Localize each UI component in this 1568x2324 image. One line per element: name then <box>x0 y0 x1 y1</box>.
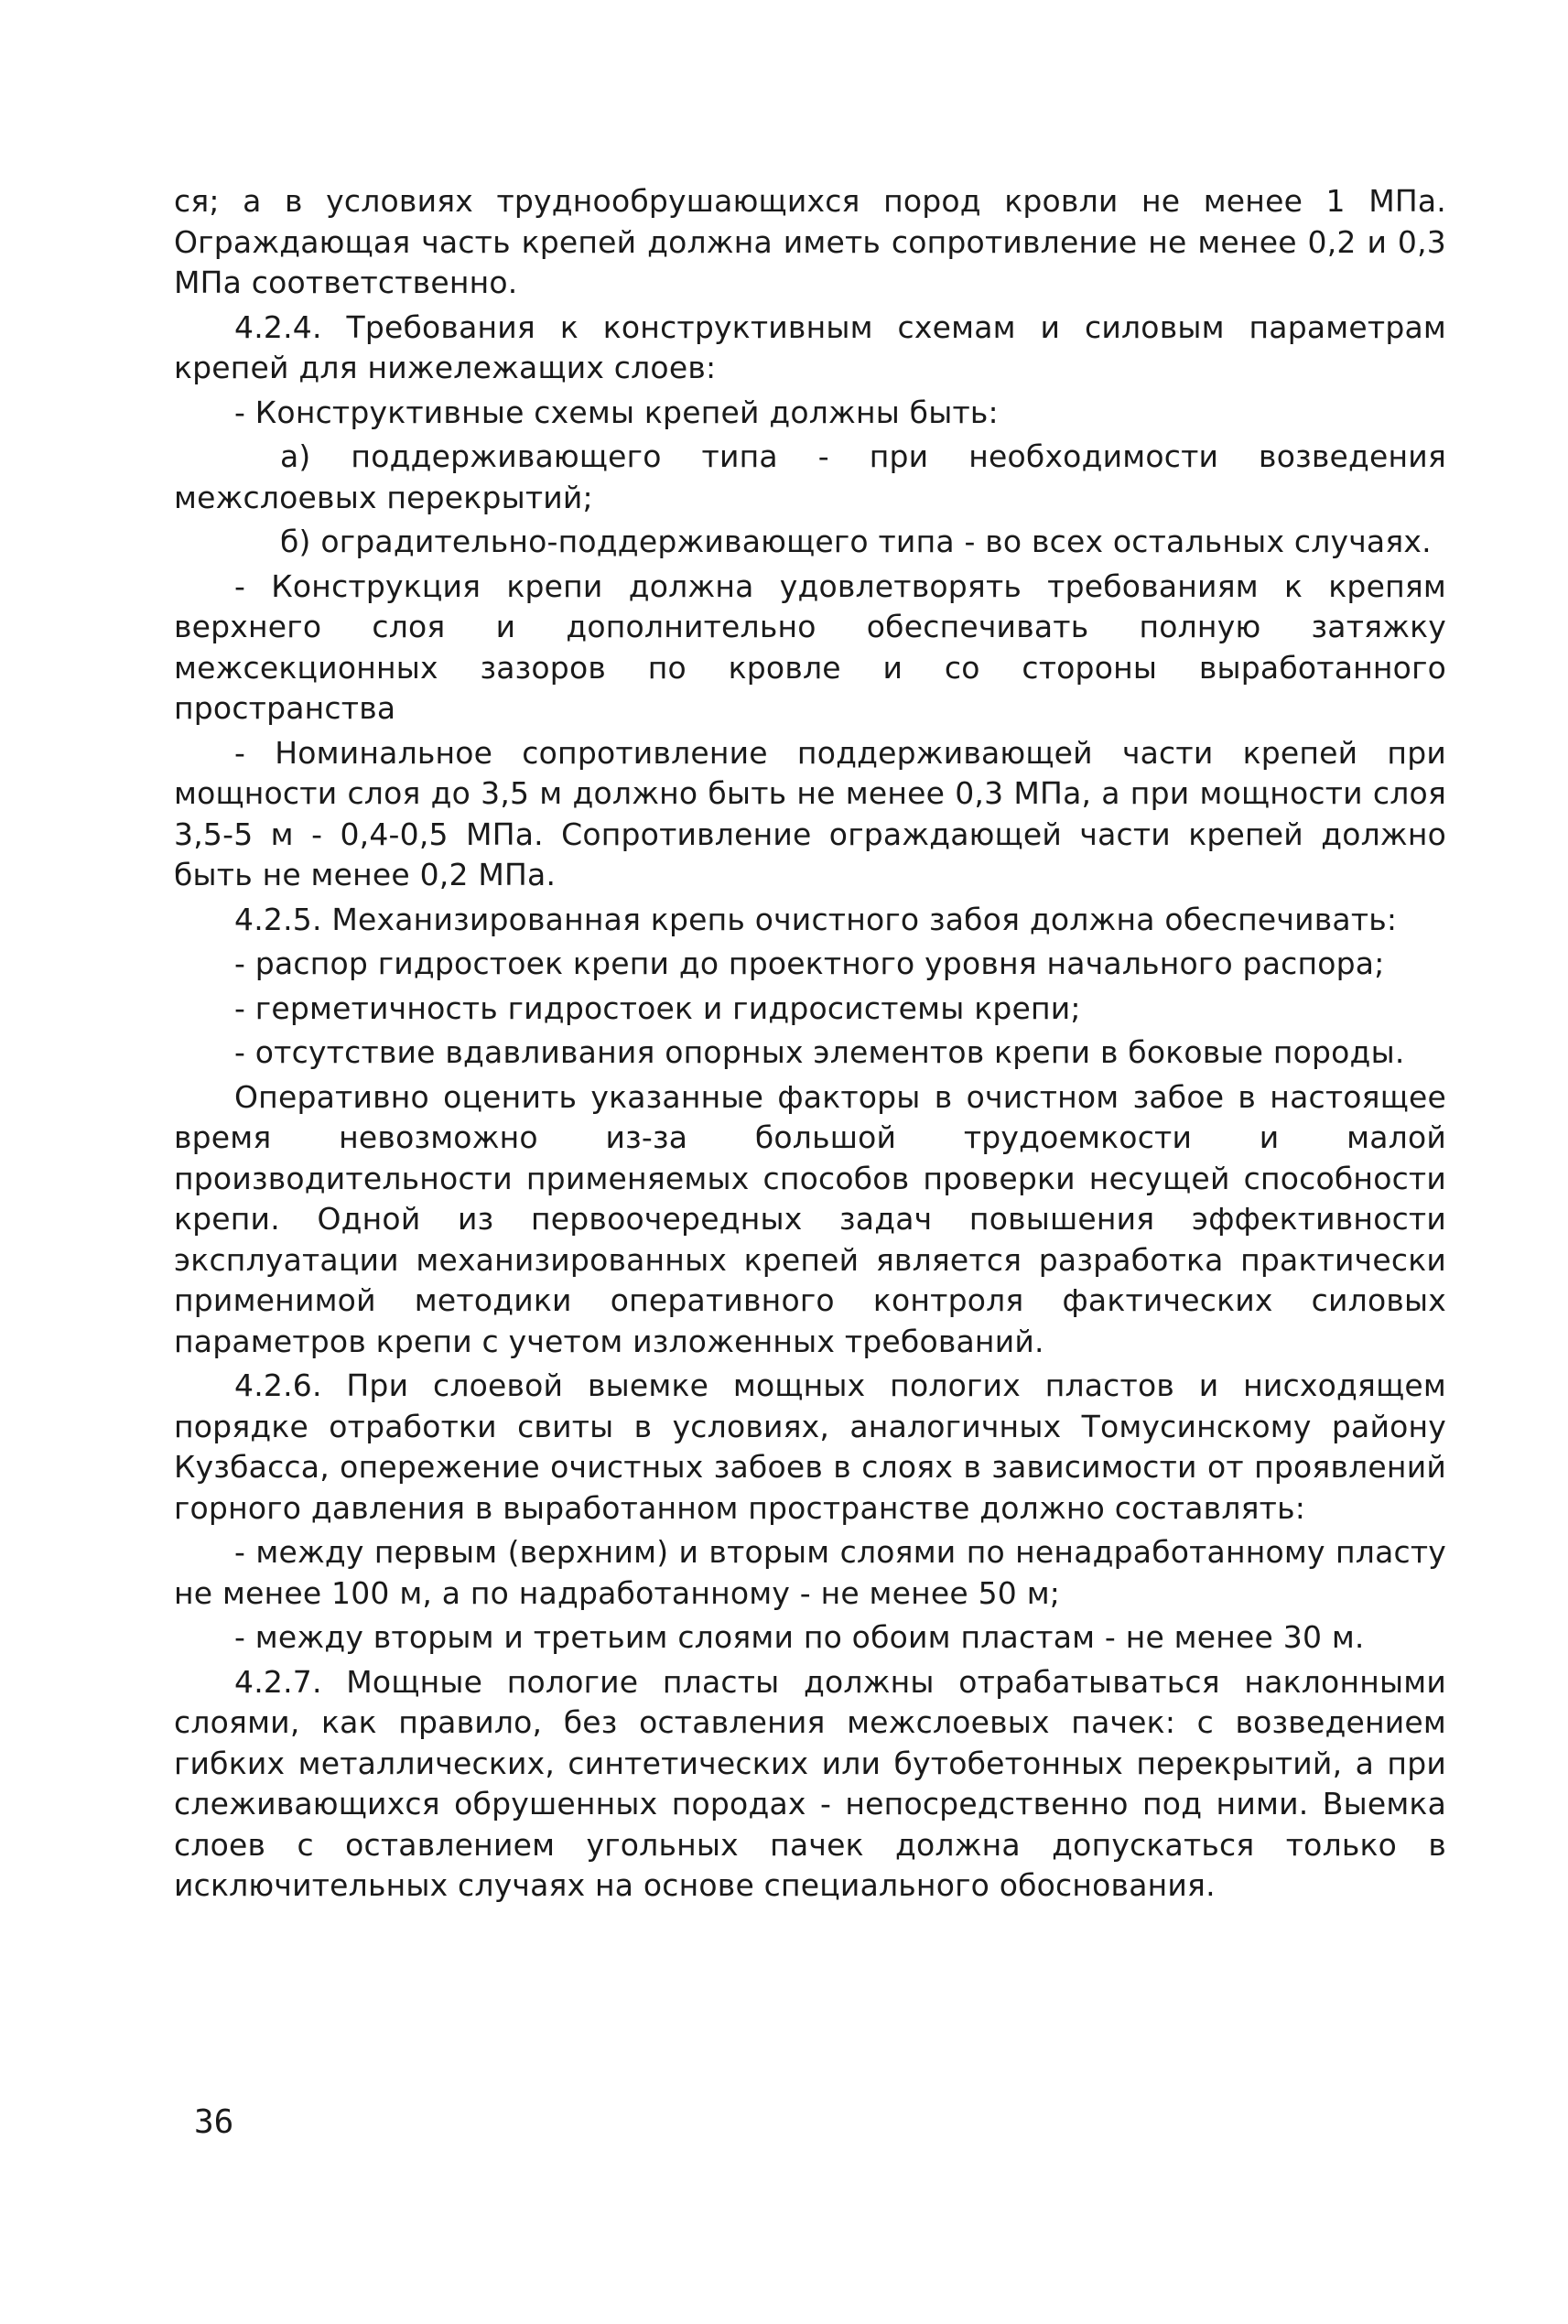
document-body <box>174 181 1446 1910</box>
paragraph-operativno: Оперативно оценить указанные факторы в очистном забое в настоящее время невозможно из-за большой трудоемкости и малой производительности применяемых способов проверки несущей способности крепи. Одной из первоочередных задач повышения эффективности эксплуатации механизированных крепей является разработка практически применимой методики оперативного контроля фактических силовых параметров крепи с учетом изложенных требований. <box>174 1078 1446 1359</box>
list-item-schemes: - Конструктивные схемы крепей должны быть: <box>234 394 999 430</box>
list-item-germetichnost: - герметичность гидростоек и гидросистемы крепи; <box>234 989 1081 1026</box>
paragraph-4-2-4: 4.2.4. Требования к конструктивным схемам и силовым параметрам крепей для нижележащих слоев: <box>174 308 1446 385</box>
list-item-b: б) оградительно-поддерживающего типа - во всех остальных случаях. <box>280 524 1432 559</box>
paragraph-4-2-7: 4.2.7. Мощные пологие пласты должны отрабатываться наклонными слоями, как правило, без оставления межслоевых пачек: с возведением гибких металлических, синтетических или бутобетонных перекрытий, а при слеживающихся обрушенных породах - непосредственно под ними. Выемка слоев с оставлением угольных пачек должна допускаться только в исключительных случаях на основе специального обоснования. <box>174 1663 1446 1903</box>
list-item-raspor: - распор гидростоек крепи до проектного уровня начального распора; <box>234 946 1385 981</box>
list-item-construction: - Конструкция крепи должна удовлетворять требованиям к крепям верхнего слоя и дополнительно обеспечивать полную затяжку межсекционных зазоров по кровле и со стороны выработанного пространства <box>174 567 1446 726</box>
list-item-vdavlivanie: - отсутствие вдавливания опорных элементов крепи в боковые породы. <box>234 1034 1405 1070</box>
paragraph-continuation: ся; а в условиях труднообрушающихся пород кровли не менее 1 МПа. Ограждающая часть крепей должна иметь сопротивление не менее 0,2 и 0,3 МПа соответственно. <box>174 183 1446 300</box>
list-item-a: а) поддерживающего типа - при необходимости возведения межслоевых перекрытий; <box>174 438 1446 515</box>
list-item-resistance: - Номинальное сопротивление поддерживающей части крепей при мощности слоя до 3,5 м должно быть не менее 0,3 МПа, а при мощности слоя 3,5-5 м - 0,4-0,5 МПа. Сопротивление ограждающей части крепей должно быть не менее 0,2 МПа. <box>174 734 1446 892</box>
list-item-second-third: - между вторым и третьим слоями по обоим пластам - не менее 30 м. <box>234 1619 1365 1655</box>
list-item-first-second: - между первым (верхним) и вторым слоями по ненадработанному пласту не менее 100 м, а по надработанному - не менее 50 м; <box>174 1534 1446 1611</box>
paragraph-4-2-6: 4.2.6. При слоевой выемке мощных пологих пластов и нисходящем порядке отработки свиты в условиях, аналогичных Томусинскому району Кузбасса, опережение очистных забоев в слоях в зависимости от проявлений горного давления в выработанном пространстве должно составлять: <box>174 1367 1446 1526</box>
page-number: 36 <box>194 2103 234 2141</box>
paragraph-4-2-5: 4.2.5. Механизированная крепь очистного забоя должна обеспечивать: <box>234 901 1398 937</box>
